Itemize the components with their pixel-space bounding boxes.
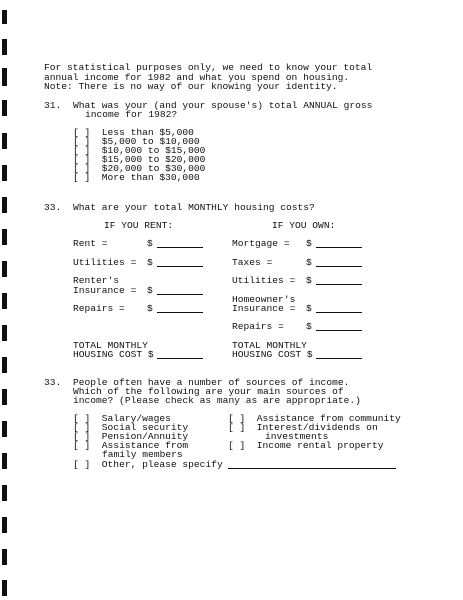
option-label: $5,000 to $10,000 <box>101 136 200 147</box>
question-33b-text: Which of the following are your main sources of <box>73 386 344 397</box>
checkbox[interactable]: [ ] <box>73 431 91 442</box>
margin-mark <box>2 389 7 405</box>
option-label-continued: investments <box>265 431 329 442</box>
question-31-text: What was your (and your spouse's) total ANNUAL gross <box>73 100 373 111</box>
homeowners-label: Homeowner's <box>232 294 296 305</box>
total-rent-input[interactable] <box>157 350 203 359</box>
utilities-label: Utilities = <box>73 257 137 268</box>
utilities-rent-input[interactable] <box>157 258 203 267</box>
margin-mark <box>2 10 7 24</box>
option-label: Social security <box>101 422 189 433</box>
checkbox[interactable]: [ ] <box>73 127 91 138</box>
option-label: Income rental property <box>256 440 384 451</box>
option-label: Assistance from community <box>256 413 401 424</box>
margin-mark <box>2 549 7 565</box>
dollar-sign: $ <box>306 275 312 286</box>
checkbox[interactable]: [ ] <box>228 422 246 433</box>
dollar-sign: $ <box>306 238 312 249</box>
margin-mark <box>2 133 7 149</box>
dollar-sign: $ <box>147 303 153 314</box>
margin-mark <box>2 580 7 596</box>
option-label: Pension/Annuity <box>101 431 189 442</box>
mortgage-input[interactable] <box>316 239 362 248</box>
checkbox[interactable]: [ ] <box>73 136 91 147</box>
option-label: $10,000 to $15,000 <box>101 145 206 156</box>
margin-mark <box>2 229 7 245</box>
question-33-text: What are your total MONTHLY housing costs? <box>73 202 315 213</box>
checkbox[interactable]: [ ] <box>228 440 246 451</box>
renters-insurance-label: Insurance = <box>73 285 137 296</box>
checkbox[interactable]: [ ] <box>73 154 91 165</box>
checkbox[interactable]: [ ] <box>73 163 91 174</box>
dollar-sign: $ <box>147 238 153 249</box>
margin-mark <box>2 453 7 469</box>
option-label: More than $30,000 <box>101 172 200 183</box>
margin-mark <box>2 165 7 181</box>
question-31-text: income for 1982? <box>85 109 178 120</box>
margin-mark <box>2 357 7 373</box>
option-label: Assistance from <box>101 440 189 451</box>
margin-mark <box>2 39 7 55</box>
taxes-input[interactable] <box>316 258 362 267</box>
margin-mark <box>2 325 7 341</box>
checkbox[interactable]: [ ] <box>228 413 246 424</box>
repairs-rent-input[interactable] <box>157 304 203 313</box>
option-label: $15,000 to $20,000 <box>101 154 206 165</box>
question-33b-text: income? (Please check as many as are appropriate.) <box>73 395 361 406</box>
total-rent-label-2: HOUSING COST $ <box>73 349 154 360</box>
option-label: Less than $5,000 <box>101 127 194 138</box>
intro-line: For statistical purposes only, we need to know your total <box>44 62 373 73</box>
rent-label: Rent = <box>73 238 108 249</box>
dollar-sign: $ <box>306 303 312 314</box>
checkbox[interactable]: [ ] <box>73 459 91 470</box>
intro-line: Note: There is no way of our knowing your identity. <box>44 81 338 92</box>
utilities-own-label: Utilities = <box>232 275 296 286</box>
renters-label: Renter's <box>73 275 120 286</box>
option-label-continued: family members <box>102 449 183 460</box>
mortgage-label: Mortgage = <box>232 238 290 249</box>
total-own-label-2: HOUSING COST $ <box>232 349 313 360</box>
repairs-rent-label: Repairs = <box>73 303 125 314</box>
question-31-number: 31. <box>44 100 62 111</box>
checkbox[interactable]: [ ] <box>73 413 91 424</box>
option-label: Salary/wages <box>101 413 171 424</box>
taxes-label: Taxes = <box>232 257 273 268</box>
margin-mark <box>2 100 7 116</box>
question-33b-number: 33. <box>44 377 62 388</box>
repairs-own-label: Repairs = <box>232 321 284 332</box>
repairs-own-input[interactable] <box>316 322 362 331</box>
rent-header: IF YOU RENT: <box>104 220 174 231</box>
own-header: IF YOU OWN: <box>272 220 336 231</box>
margin-mark <box>2 293 7 309</box>
option-label: Interest/dividends on <box>256 422 378 433</box>
margin-mark <box>2 485 7 501</box>
intro-line: annual income for 1982 and what you spend on housing. <box>44 72 350 83</box>
homeowners-insurance-label: Insurance = <box>232 303 296 314</box>
q31-option[interactable] <box>73 173 200 182</box>
margin-mark <box>2 517 7 533</box>
homeowners-insurance-input[interactable] <box>316 304 362 313</box>
renters-insurance-input[interactable] <box>157 286 203 295</box>
income-option[interactable] <box>228 441 383 450</box>
dollar-sign: $ <box>147 257 153 268</box>
margin-mark <box>2 261 7 277</box>
question-33-number: 33. <box>44 202 62 213</box>
question-33b-text: People often have a number of sources of income. <box>73 377 350 388</box>
income-option-other[interactable] <box>73 460 223 469</box>
total-own-label: TOTAL MONTHLY <box>232 340 307 351</box>
checkbox[interactable]: [ ] <box>73 172 91 183</box>
dollar-sign: $ <box>306 321 312 332</box>
total-rent-label: TOTAL MONTHLY <box>73 340 148 351</box>
margin-mark <box>2 68 7 86</box>
dollar-sign: $ <box>147 285 153 296</box>
total-own-input[interactable] <box>316 350 362 359</box>
option-label: $20,000 to $30,000 <box>101 163 206 174</box>
margin-mark <box>2 421 7 437</box>
utilities-own-input[interactable] <box>316 276 362 285</box>
margin-mark <box>2 197 7 213</box>
dollar-sign: $ <box>306 257 312 268</box>
rent-input[interactable] <box>157 239 203 248</box>
option-label: Other, please specify <box>101 459 223 470</box>
checkbox[interactable]: [ ] <box>73 440 91 451</box>
checkbox[interactable]: [ ] <box>73 145 91 156</box>
checkbox[interactable]: [ ] <box>73 422 91 433</box>
other-specify-input[interactable] <box>228 460 396 469</box>
